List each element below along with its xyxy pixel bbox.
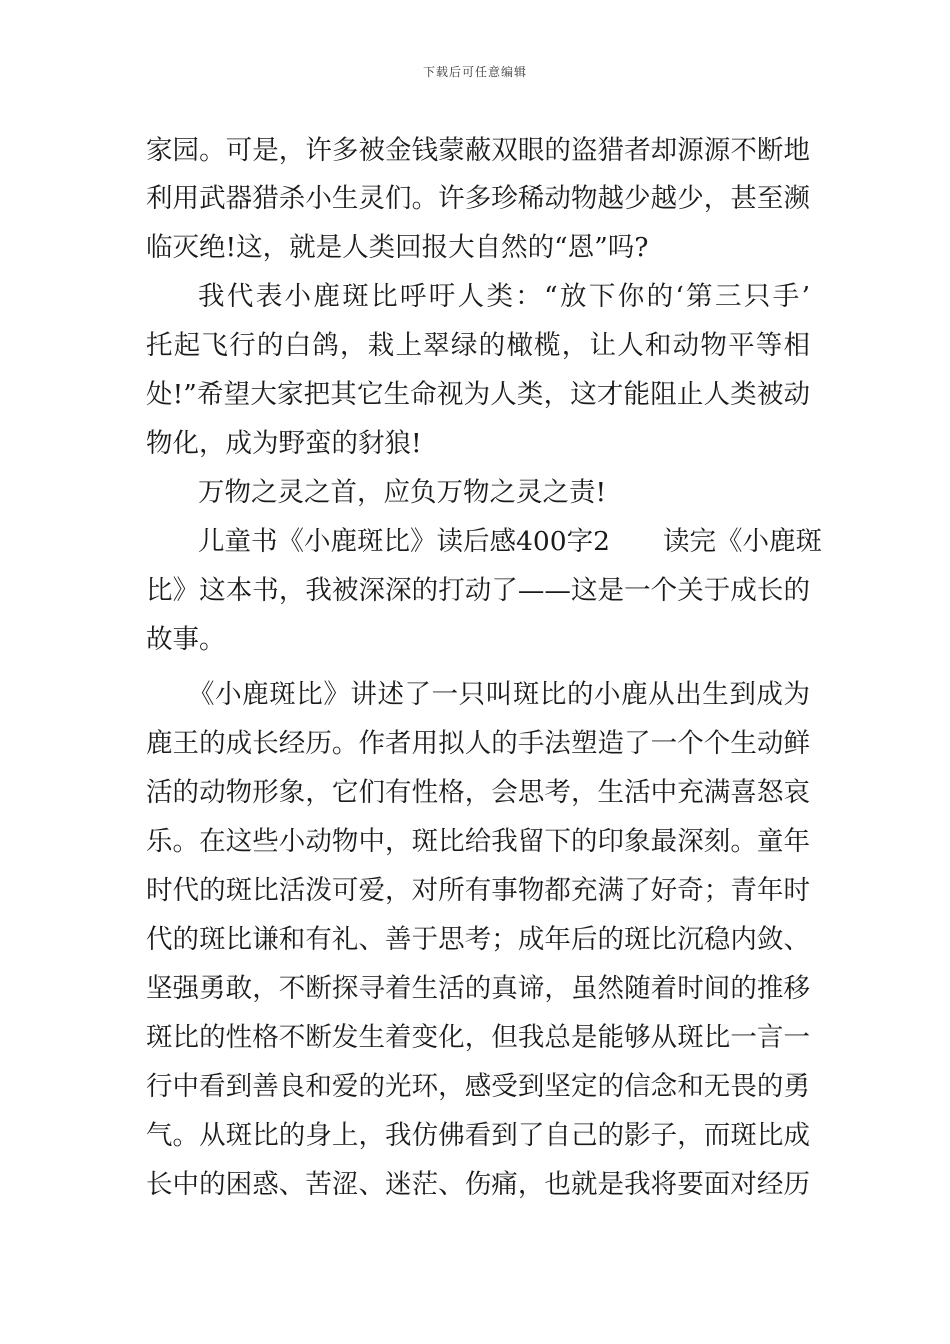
page-header: 下载后可任意编辑 <box>422 65 527 79</box>
text-line: 斑比的性格不断发生着变化，但我总是能够从斑比一言一 <box>146 1022 810 1053</box>
text-line: 气。从斑比的身上，我仿佛看到了自己的影子，而斑比成 <box>146 1120 810 1151</box>
text-line: 物化，成为野蛮的豺狼! <box>146 428 422 459</box>
text-line: 鹿王的成长经历。作者用拟人的手法塑造了一个个生动鲜 <box>146 728 810 759</box>
text-line: 比》这本书，我被深深的打动了——这是一个关于成长的 <box>146 575 810 606</box>
text-line: 代的斑比谦和有礼、善于思考；成年后的斑比沉稳内敛、 <box>146 924 810 955</box>
text-line: 长中的困惑、苦涩、迷茫、伤痛，也就是我将要面对经历 <box>146 1169 810 1200</box>
text-line: 乐。在这些小动物中，斑比给我留下的印象最深刻。童年 <box>146 826 810 857</box>
paragraph-first-line: 我代表小鹿斑比呼吁人类：“放下你的‘第三只手’ <box>198 281 810 312</box>
text-line: 坚强勇敢，不断探寻着生活的真谛，虽然随着时间的推移 <box>146 973 810 1004</box>
text-line: 活的动物形象，它们有性格，会思考，生活中充满喜怒哀 <box>146 777 810 808</box>
text-line: 家园。可是，许多被金钱蒙蔽双眼的盗猎者却源源不断地 <box>146 135 810 166</box>
text-line: 时代的斑比活泼可爱，对所有事物都充满了好奇；青年时 <box>146 875 810 906</box>
text-line: 临灭绝!这，就是人类回报大自然的“恩”吗? <box>146 232 649 263</box>
text-line: 故事。 <box>146 624 226 655</box>
section-heading-line: 儿童书《小鹿斑比》读后感400字2 读完《小鹿斑 <box>198 526 822 557</box>
paragraph-first-line: 万物之灵之首，应负万物之灵之责! <box>198 477 607 508</box>
text-line: 托起飞行的白鸽，栽上翠绿的橄榄，让人和动物平等相 <box>146 330 810 361</box>
text-line: 行中看到善良和爱的光环，感受到坚定的信念和无畏的勇 <box>146 1071 810 1102</box>
paragraph-first-line: 《小鹿斑比》讲述了一只叫斑比的小鹿从出生到成为 <box>188 679 810 710</box>
text-line: 利用武器猎杀小生灵们。许多珍稀动物越少越少，甚至濒 <box>146 183 810 214</box>
text-line: 处!”希望大家把其它生命视为人类，这才能阻止人类被动 <box>146 379 810 410</box>
